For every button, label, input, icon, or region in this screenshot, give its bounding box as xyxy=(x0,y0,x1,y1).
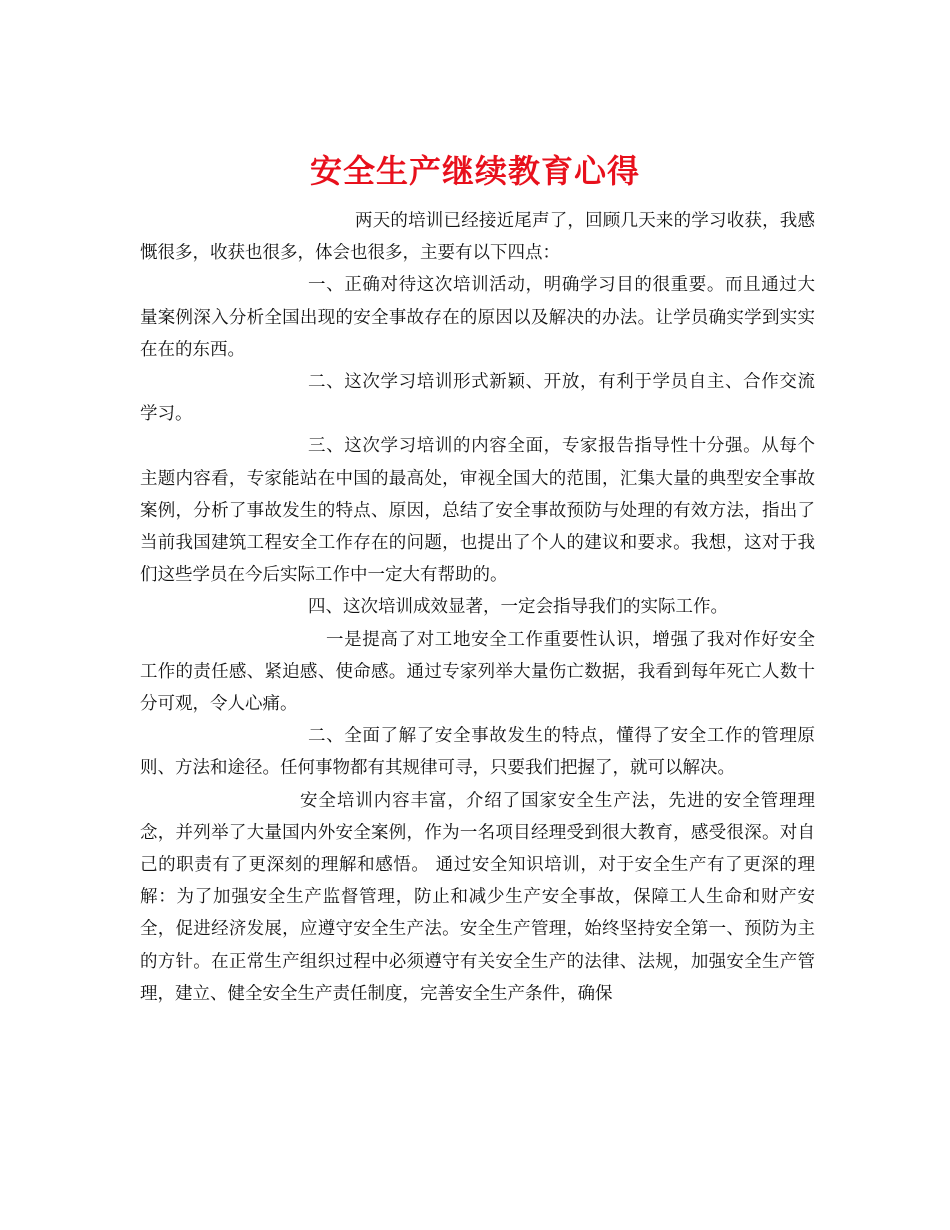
paragraph-intro: 两天的培训已经接近尾声了，回顾几天来的学习收获，我感慨很多，收获也很多，体会也很多，主要有以下四点： xyxy=(140,211,815,264)
paragraph-sub-2: 二、全面了解了安全事故发生的特点，懂得了安全工作的管理原则、方法和途径。任何事物都有其规律可寻，只要我们把握了，就可以解决。 xyxy=(140,726,815,779)
document-body xyxy=(140,205,815,1010)
paragraph-point-1: 一、正确对待这次培训活动，明确学习目的很重要。而且通过大量案例深入分析全国出现的安全事故存在的原因以及解决的办法。让学员确实学到实实在在的东西。 xyxy=(140,275,815,360)
paragraph-point-3: 三、这次学习培训的内容全面，专家报告指导性十分强。从每个主题内容看，专家能站在中国的最高处，审视全国大的范围，汇集大量的典型安全事故案例，分析了事故发生的特点、原因，总结了安全事故预防与处理的有效方法，指出了当前我国建筑工程安全工作存在的问题，也提出了个人的建议和要求。我想，这对于我们这些学员在今后实际工作中一定大有帮助的。 xyxy=(140,436,815,586)
paragraph-sub-1: 一是提高了对工地安全工作重要性认识，增强了我对作好安全工作的责任感、紧迫感、使命感。通过专家列举大量伤亡数据，我看到每年死亡人数十分可观，令人心痛。 xyxy=(140,629,815,715)
paragraph-point-2: 二、这次学习培训形式新颖、开放，有利于学员自主、合作交流学习。 xyxy=(140,372,815,425)
paragraph-summary: 安全培训内容丰富，介绍了国家安全生产法，先进的安全管理理念，并列举了大量国内外安全案例，作为一名项目经理受到很大教育，感受很深。对自己的职责有了更深刻的理解和感悟。 通过安全知识培训，对于安全生产有了更深的理解：为了加强安全生产监督管理，防止和减少生产安全事故，保障工人生命和财产安全，促进经济发展，应遵守安全生产法。安全生产管理，始终坚持安全第一、预防为主的方针。在正常生产组织过程中必须遵守有关安全生产的法律、法规，加强安全生产管理，建立、健全安全生产责任制度，完善安全生产条件，确保 xyxy=(140,790,815,1004)
paragraph-point-4: 四、这次培训成效显著，一定会指导我们的实际工作。 xyxy=(308,597,728,618)
document-title: 安全生产继续教育心得 xyxy=(309,152,640,191)
